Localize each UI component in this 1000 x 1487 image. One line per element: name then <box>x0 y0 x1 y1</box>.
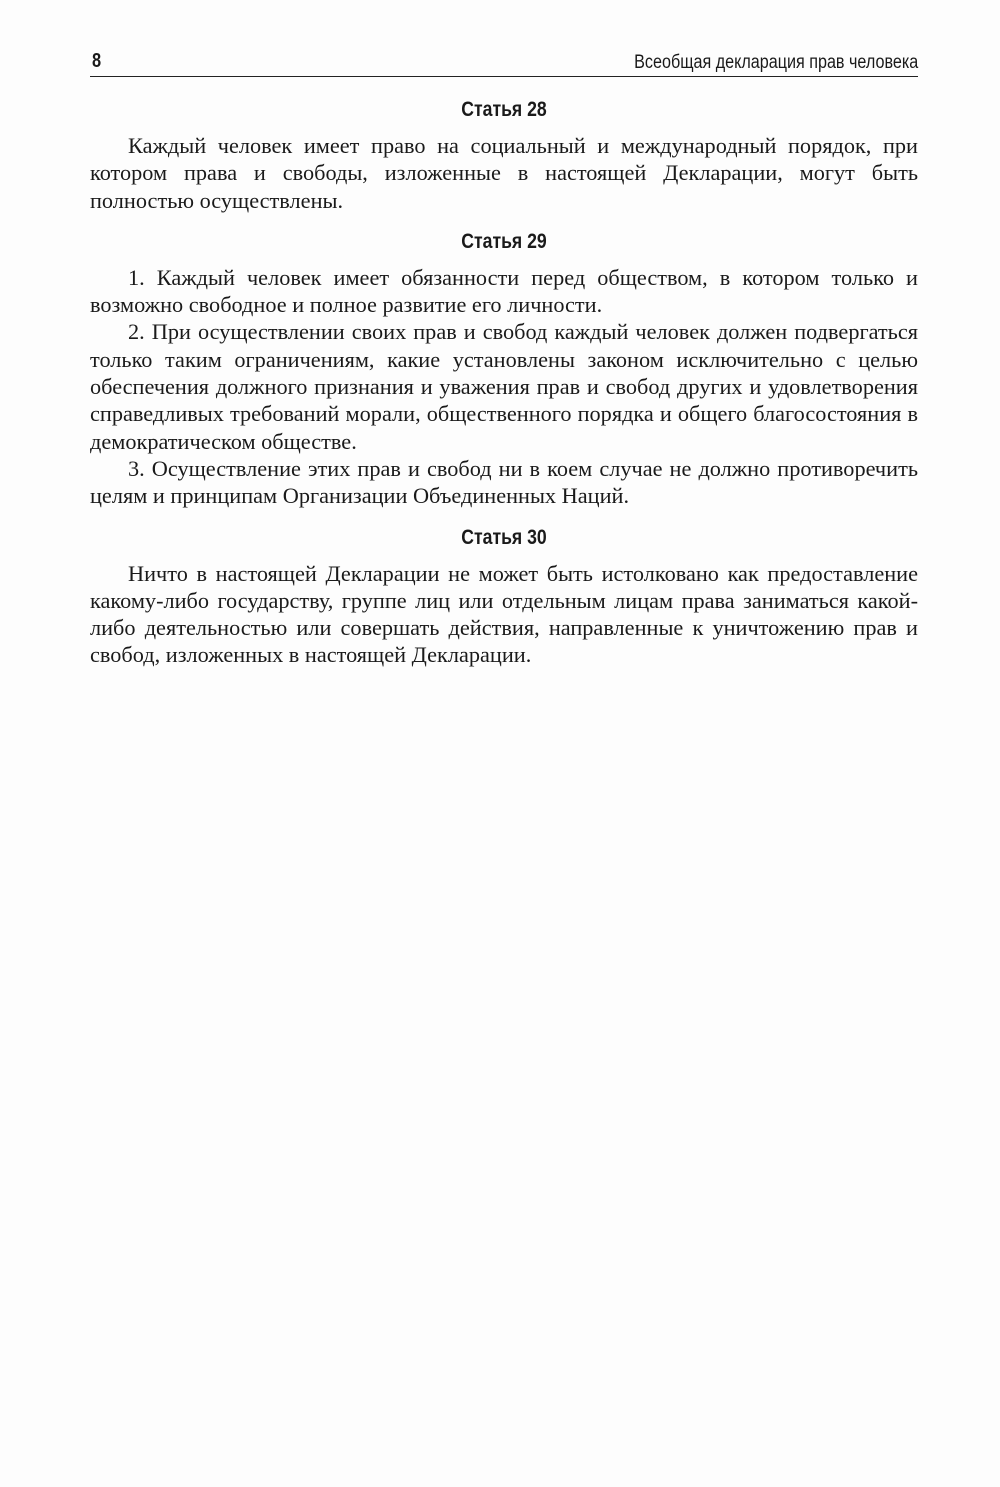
article-paragraph: 2. При осуществлении своих прав и свобод каждый человек должен подвергаться только таким ограничениям, какие установлены законом исключительно с целью обеспечения должного признания и уважения прав и свобод других и удовлетворения справедливых требований морали, общественного порядка и общего благосостояния в демократическом обществе. <box>90 319 918 454</box>
article-paragraph: 1. Каждый человек имеет обязанности перед обществом, в котором только и возможно свободное и полное развитие его личности. <box>90 264 918 318</box>
article-28 <box>90 96 918 214</box>
article-heading: Статья 28 <box>461 98 547 121</box>
article-heading: Статья 29 <box>461 229 547 253</box>
document-body <box>90 96 918 669</box>
article-heading: Статья 30 <box>461 525 547 549</box>
running-header <box>90 48 918 77</box>
article-29 <box>90 228 918 510</box>
article-paragraph: Каждый человек имеет право на социальный и международный порядок, при котором права и свободы, изложенные в настоящей Декларации, могут быть полностью осуществлены. <box>90 133 918 213</box>
article-paragraph: Ничто в настоящей Декларации не может быть истолковано как предоставление какому-либо государству, группе лиц или отдельным лицам права заниматься какой-либо деятельностью или совершать действия, направленные к уничтожению прав и свобод, изложенных в настоящей Декларации. <box>90 560 918 668</box>
article-paragraph: 3. Осуществление этих прав и свобод ни в коем случае не должно противоречить целям и принципам Организации Объединенных Наций. <box>90 455 918 509</box>
page-number: 8 <box>92 50 102 72</box>
article-30 <box>90 524 918 669</box>
running-title: Всеобщая декларация прав человека <box>633 52 918 73</box>
